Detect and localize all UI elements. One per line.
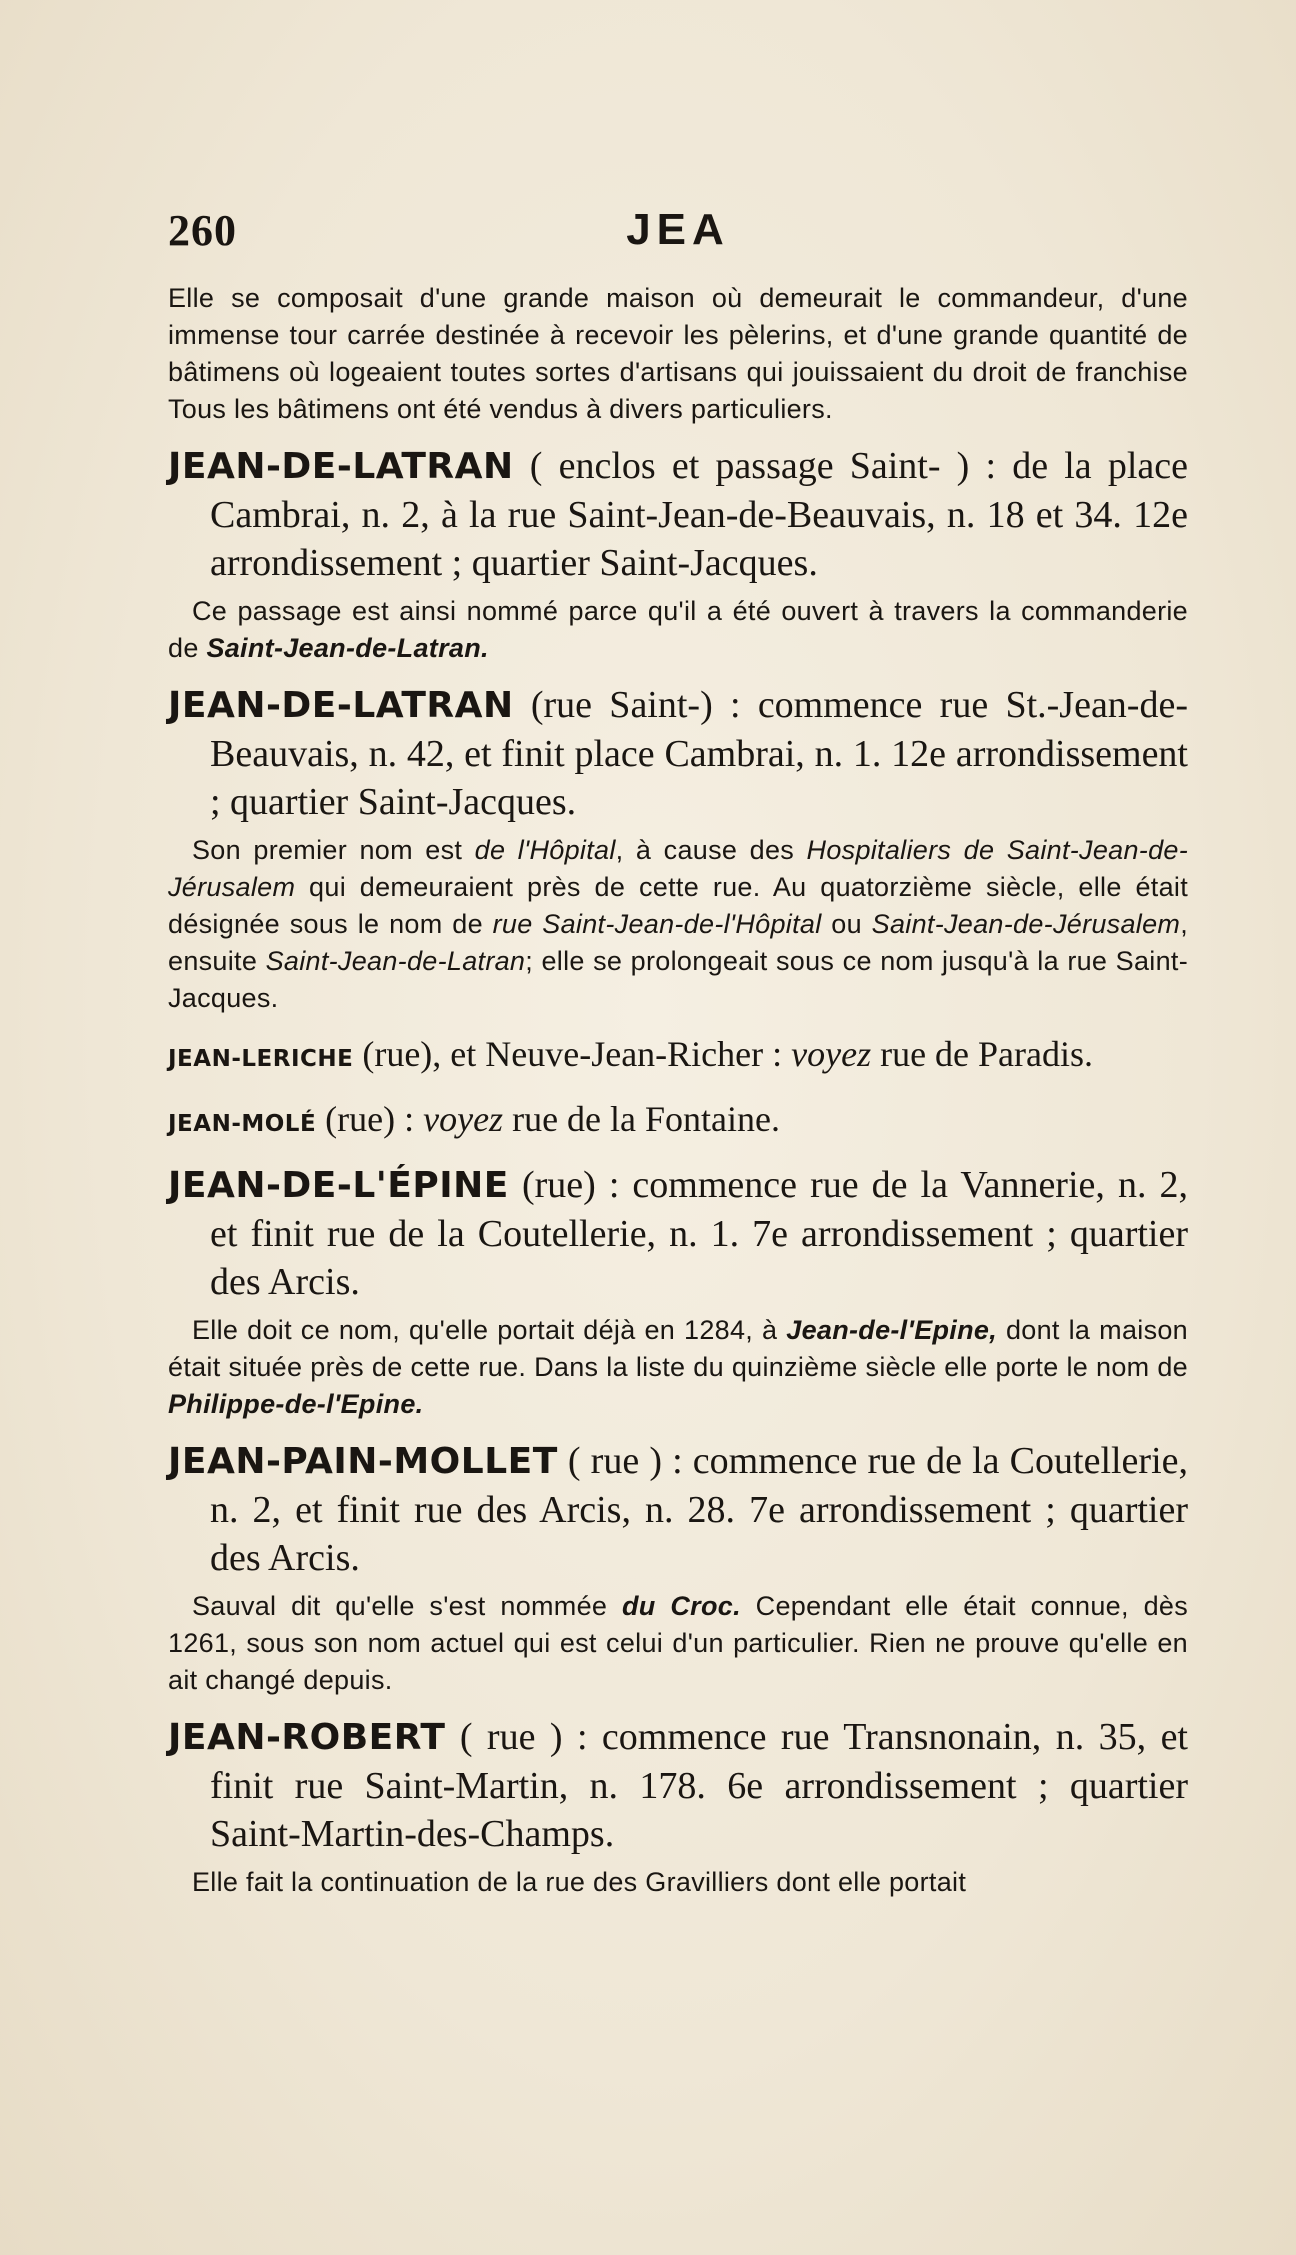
note-text: Ce passage est ainsi nommé parce qu'il a été ouvert à travers la commanderie de (168, 596, 1188, 663)
entry-headword: JEAN-ROBERT (168, 1717, 446, 1758)
note-jean-pain-mollet (168, 1588, 1188, 1699)
page-body (168, 280, 1188, 1901)
note-italic: du Croc. (622, 1591, 741, 1621)
note-text: Son premier nom est (192, 835, 475, 865)
entry-headword: JEAN-DE-LATRAN (168, 685, 514, 726)
note-jean-de-latran-rue (168, 832, 1188, 1017)
note-text: qui demeuraient près de cette rue. Au quatorzième siècle, elle était désignée sous le nom de (168, 872, 1188, 939)
entry-jean-de-l-epine (168, 1161, 1188, 1306)
entry-italic: voyez (423, 1099, 504, 1139)
entry-text: (rue), et Neuve-Jean-Richer : (353, 1034, 792, 1074)
note-italic: Philippe-de-l'Epine. (168, 1389, 424, 1419)
entry-jean-robert (168, 1713, 1188, 1858)
note-italic: Jean-de-l'Epine, (786, 1315, 998, 1345)
entry-jean-de-latran-rue (168, 681, 1188, 826)
entry-text: (rue) : commence rue de la Vannerie, n. 2, et finit rue de la Coutellerie, n. 1. 7e arrondissement ; quartier des Arcis. (210, 1164, 1188, 1303)
entry-jean-leriche (168, 1031, 1188, 1082)
note-text: Sauval dit qu'elle s'est nommée (192, 1591, 623, 1621)
note-text: , à cause des (615, 835, 807, 865)
continued-note (168, 280, 1188, 428)
note-text: Elle se composait d'une grande maison où demeurait le commandeur, d'une immense tour carrée destinée à recevoir les pèlerins, et d'une grande quantité de bâtimens où logeaient toutes sortes d'artisans qui jouissaient du droit de franchise Tous les bâtimens ont été vendus à divers particuliers. (168, 283, 1188, 424)
note-italic: rue Saint-Jean-de-l'Hôpital (492, 909, 822, 939)
note-text: , ensuite (168, 909, 1189, 976)
entry-text: (rue Saint-) : commence rue St.-Jean-de-Beauvais, n. 42, et finit place Cambrai, n. 1. 12e arrondissement ; quartier Saint-Jacques. (210, 684, 1188, 823)
entry-headword: JEAN-DE-L'ÉPINE (168, 1165, 509, 1206)
entry-headword: JEAN-LERICHE (168, 1046, 354, 1072)
entry-italic: voyez (791, 1034, 872, 1074)
entry-text: ( enclos et passage Saint- ) : de la place Cambrai, n. 2, à la rue Saint-Jean-de-Beauvais, n. 18 et 34. 12e arrondissement ; quartier Saint-Jacques. (210, 445, 1188, 584)
note-italic: Saint-Jean-de-Latran. (206, 633, 489, 663)
note-italic: Saint-Jean-de-Latran (265, 946, 526, 976)
note-text: Elle doit ce nom, qu'elle portait déjà en 1284, à (192, 1315, 787, 1345)
entry-headword: JEAN-MOLÉ (168, 1111, 317, 1137)
entry-text: (rue) : (316, 1099, 424, 1139)
note-text: ; elle se prolongeait sous ce nom jusqu'à la rue Saint-Jacques. (168, 946, 1188, 1013)
entry-jean-pain-mollet (168, 1437, 1188, 1582)
entry-text: rue de la Fontaine. (503, 1099, 780, 1139)
note-italic: Saint-Jean-de-Jérusalem (871, 909, 1181, 939)
note-text: Elle fait la continuation de la rue des Gravilliers dont elle portait (192, 1867, 967, 1897)
entry-headword: JEAN-PAIN-MOLLET (168, 1441, 558, 1482)
note-italic: de l'Hôpital (474, 835, 616, 865)
note-jean-de-l-epine (168, 1312, 1188, 1423)
note-jean-robert (168, 1864, 1188, 1901)
entry-jean-mole (168, 1096, 1188, 1147)
note-italic: Hospitaliers de Saint-Jean-de-Jérusalem (168, 835, 1188, 902)
entry-text: ( rue ) : commence rue de la Coutellerie, n. 2, et finit rue des Arcis, n. 28. 7e arrondissement ; quartier des Arcis. (210, 1440, 1188, 1579)
entry-text: ( rue ) : commence rue Transnonain, n. 35, et finit rue Saint-Martin, n. 178. 6e arrondissement ; quartier Saint-Martin-des-Champs. (210, 1716, 1188, 1855)
running-head: JEA (626, 205, 730, 254)
note-jean-de-latran-enclos (168, 593, 1188, 667)
entry-text: rue de Paradis. (871, 1034, 1094, 1074)
entry-jean-de-latran-enclos (168, 442, 1188, 587)
note-text: dont la maison était située près de cette rue. Dans la liste du quinzième siècle elle porte le nom de (168, 1315, 1189, 1382)
note-text: Cependant elle était connue, dès 1261, sous son nom actuel qui est celui d'un particulier. Rien ne prouve qu'elle en ait changé depuis. (168, 1591, 1188, 1695)
entry-headword: JEAN-DE-LATRAN (168, 446, 514, 487)
page-number: 260 (168, 206, 237, 255)
page-header (168, 205, 1188, 265)
note-text: ou (821, 909, 872, 939)
